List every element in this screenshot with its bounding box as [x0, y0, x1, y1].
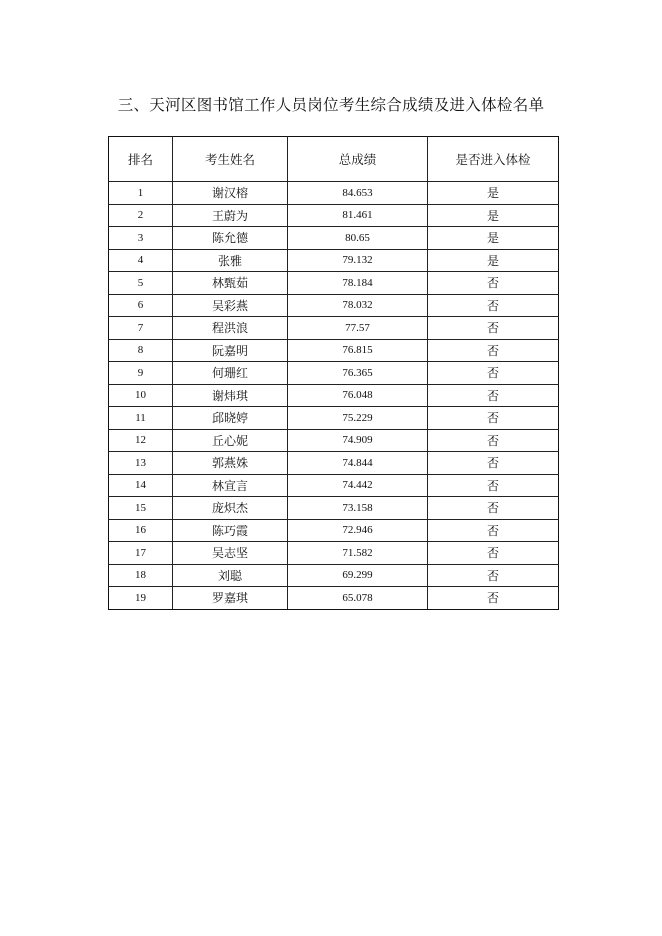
physical-exam-cell: 否 [428, 474, 559, 497]
table-row [109, 564, 559, 587]
rank-cell: 10 [109, 384, 173, 407]
rank-cell: 7 [109, 317, 173, 340]
document-title: 三、天河区图书馆工作人员岗位考生综合成绩及进入体检名单 [117, 96, 545, 114]
header-rank: 排名 [109, 137, 173, 182]
physical-exam-cell: 是 [428, 182, 559, 205]
table-row [109, 429, 559, 452]
rank-cell: 2 [109, 204, 173, 227]
rank-cell: 17 [109, 542, 173, 565]
total-score-cell: 73.158 [288, 497, 428, 520]
table-row [109, 362, 559, 385]
score-table [108, 136, 559, 610]
name-cell: 吴彩燕 [173, 294, 288, 317]
rank-cell: 8 [109, 339, 173, 362]
table-row [109, 407, 559, 430]
table-row [109, 452, 559, 475]
physical-exam-cell: 否 [428, 564, 559, 587]
total-score-cell: 65.078 [288, 587, 428, 610]
rank-cell: 16 [109, 519, 173, 542]
table-header-row [109, 137, 559, 182]
physical-exam-cell: 否 [428, 452, 559, 475]
total-score-cell: 75.229 [288, 407, 428, 430]
name-cell: 张雅 [173, 249, 288, 272]
physical-exam-cell: 否 [428, 294, 559, 317]
table-row [109, 294, 559, 317]
total-score-cell: 84.653 [288, 182, 428, 205]
name-cell: 陈允德 [173, 227, 288, 250]
total-score-cell: 80.65 [288, 227, 428, 250]
total-score-cell: 78.184 [288, 272, 428, 295]
total-score-cell: 78.032 [288, 294, 428, 317]
total-score-cell: 79.132 [288, 249, 428, 272]
physical-exam-cell: 否 [428, 407, 559, 430]
name-cell: 丘心妮 [173, 429, 288, 452]
table-row [109, 587, 559, 610]
rank-cell: 12 [109, 429, 173, 452]
physical-exam-cell: 否 [428, 497, 559, 520]
table-row [109, 249, 559, 272]
physical-exam-cell: 否 [428, 429, 559, 452]
name-cell: 庞炽杰 [173, 497, 288, 520]
rank-cell: 19 [109, 587, 173, 610]
rank-cell: 14 [109, 474, 173, 497]
rank-cell: 15 [109, 497, 173, 520]
table-row [109, 474, 559, 497]
name-cell: 郭燕姝 [173, 452, 288, 475]
total-score-cell: 74.442 [288, 474, 428, 497]
table-row [109, 497, 559, 520]
physical-exam-cell: 否 [428, 317, 559, 340]
rank-cell: 6 [109, 294, 173, 317]
name-cell: 王蔚为 [173, 204, 288, 227]
total-score-cell: 74.909 [288, 429, 428, 452]
total-score-cell: 74.844 [288, 452, 428, 475]
total-score-cell: 71.582 [288, 542, 428, 565]
table-row [109, 272, 559, 295]
name-cell: 林宣言 [173, 474, 288, 497]
physical-exam-cell: 是 [428, 227, 559, 250]
total-score-cell: 81.461 [288, 204, 428, 227]
name-cell: 程洪浪 [173, 317, 288, 340]
physical-exam-cell: 否 [428, 384, 559, 407]
name-cell: 吴志坚 [173, 542, 288, 565]
name-cell: 谢汉榕 [173, 182, 288, 205]
physical-exam-cell: 否 [428, 272, 559, 295]
physical-exam-cell: 否 [428, 587, 559, 610]
name-cell: 刘聪 [173, 564, 288, 587]
name-cell: 林甄茹 [173, 272, 288, 295]
physical-exam-cell: 是 [428, 204, 559, 227]
physical-exam-cell: 否 [428, 362, 559, 385]
rank-cell: 4 [109, 249, 173, 272]
physical-exam-cell: 否 [428, 542, 559, 565]
name-cell: 邱晓婷 [173, 407, 288, 430]
name-cell: 谢炜琪 [173, 384, 288, 407]
rank-cell: 11 [109, 407, 173, 430]
header-name: 考生姓名 [173, 137, 288, 182]
physical-exam-cell: 否 [428, 519, 559, 542]
header-total-score: 总成绩 [288, 137, 428, 182]
total-score-cell: 77.57 [288, 317, 428, 340]
total-score-cell: 76.365 [288, 362, 428, 385]
name-cell: 罗嘉琪 [173, 587, 288, 610]
table-row [109, 339, 559, 362]
table-row [109, 384, 559, 407]
rank-cell: 13 [109, 452, 173, 475]
table-row [109, 204, 559, 227]
table-row [109, 519, 559, 542]
name-cell: 陈巧霞 [173, 519, 288, 542]
total-score-cell: 76.815 [288, 339, 428, 362]
rank-cell: 3 [109, 227, 173, 250]
total-score-cell: 72.946 [288, 519, 428, 542]
rank-cell: 5 [109, 272, 173, 295]
rank-cell: 1 [109, 182, 173, 205]
table-row [109, 182, 559, 205]
total-score-cell: 76.048 [288, 384, 428, 407]
rank-cell: 18 [109, 564, 173, 587]
name-cell: 阮嘉明 [173, 339, 288, 362]
table-row [109, 317, 559, 340]
name-cell: 何珊红 [173, 362, 288, 385]
table-row [109, 542, 559, 565]
physical-exam-cell: 否 [428, 339, 559, 362]
header-physical-exam: 是否进入体检 [428, 137, 559, 182]
physical-exam-cell: 是 [428, 249, 559, 272]
rank-cell: 9 [109, 362, 173, 385]
total-score-cell: 69.299 [288, 564, 428, 587]
table-row [109, 227, 559, 250]
